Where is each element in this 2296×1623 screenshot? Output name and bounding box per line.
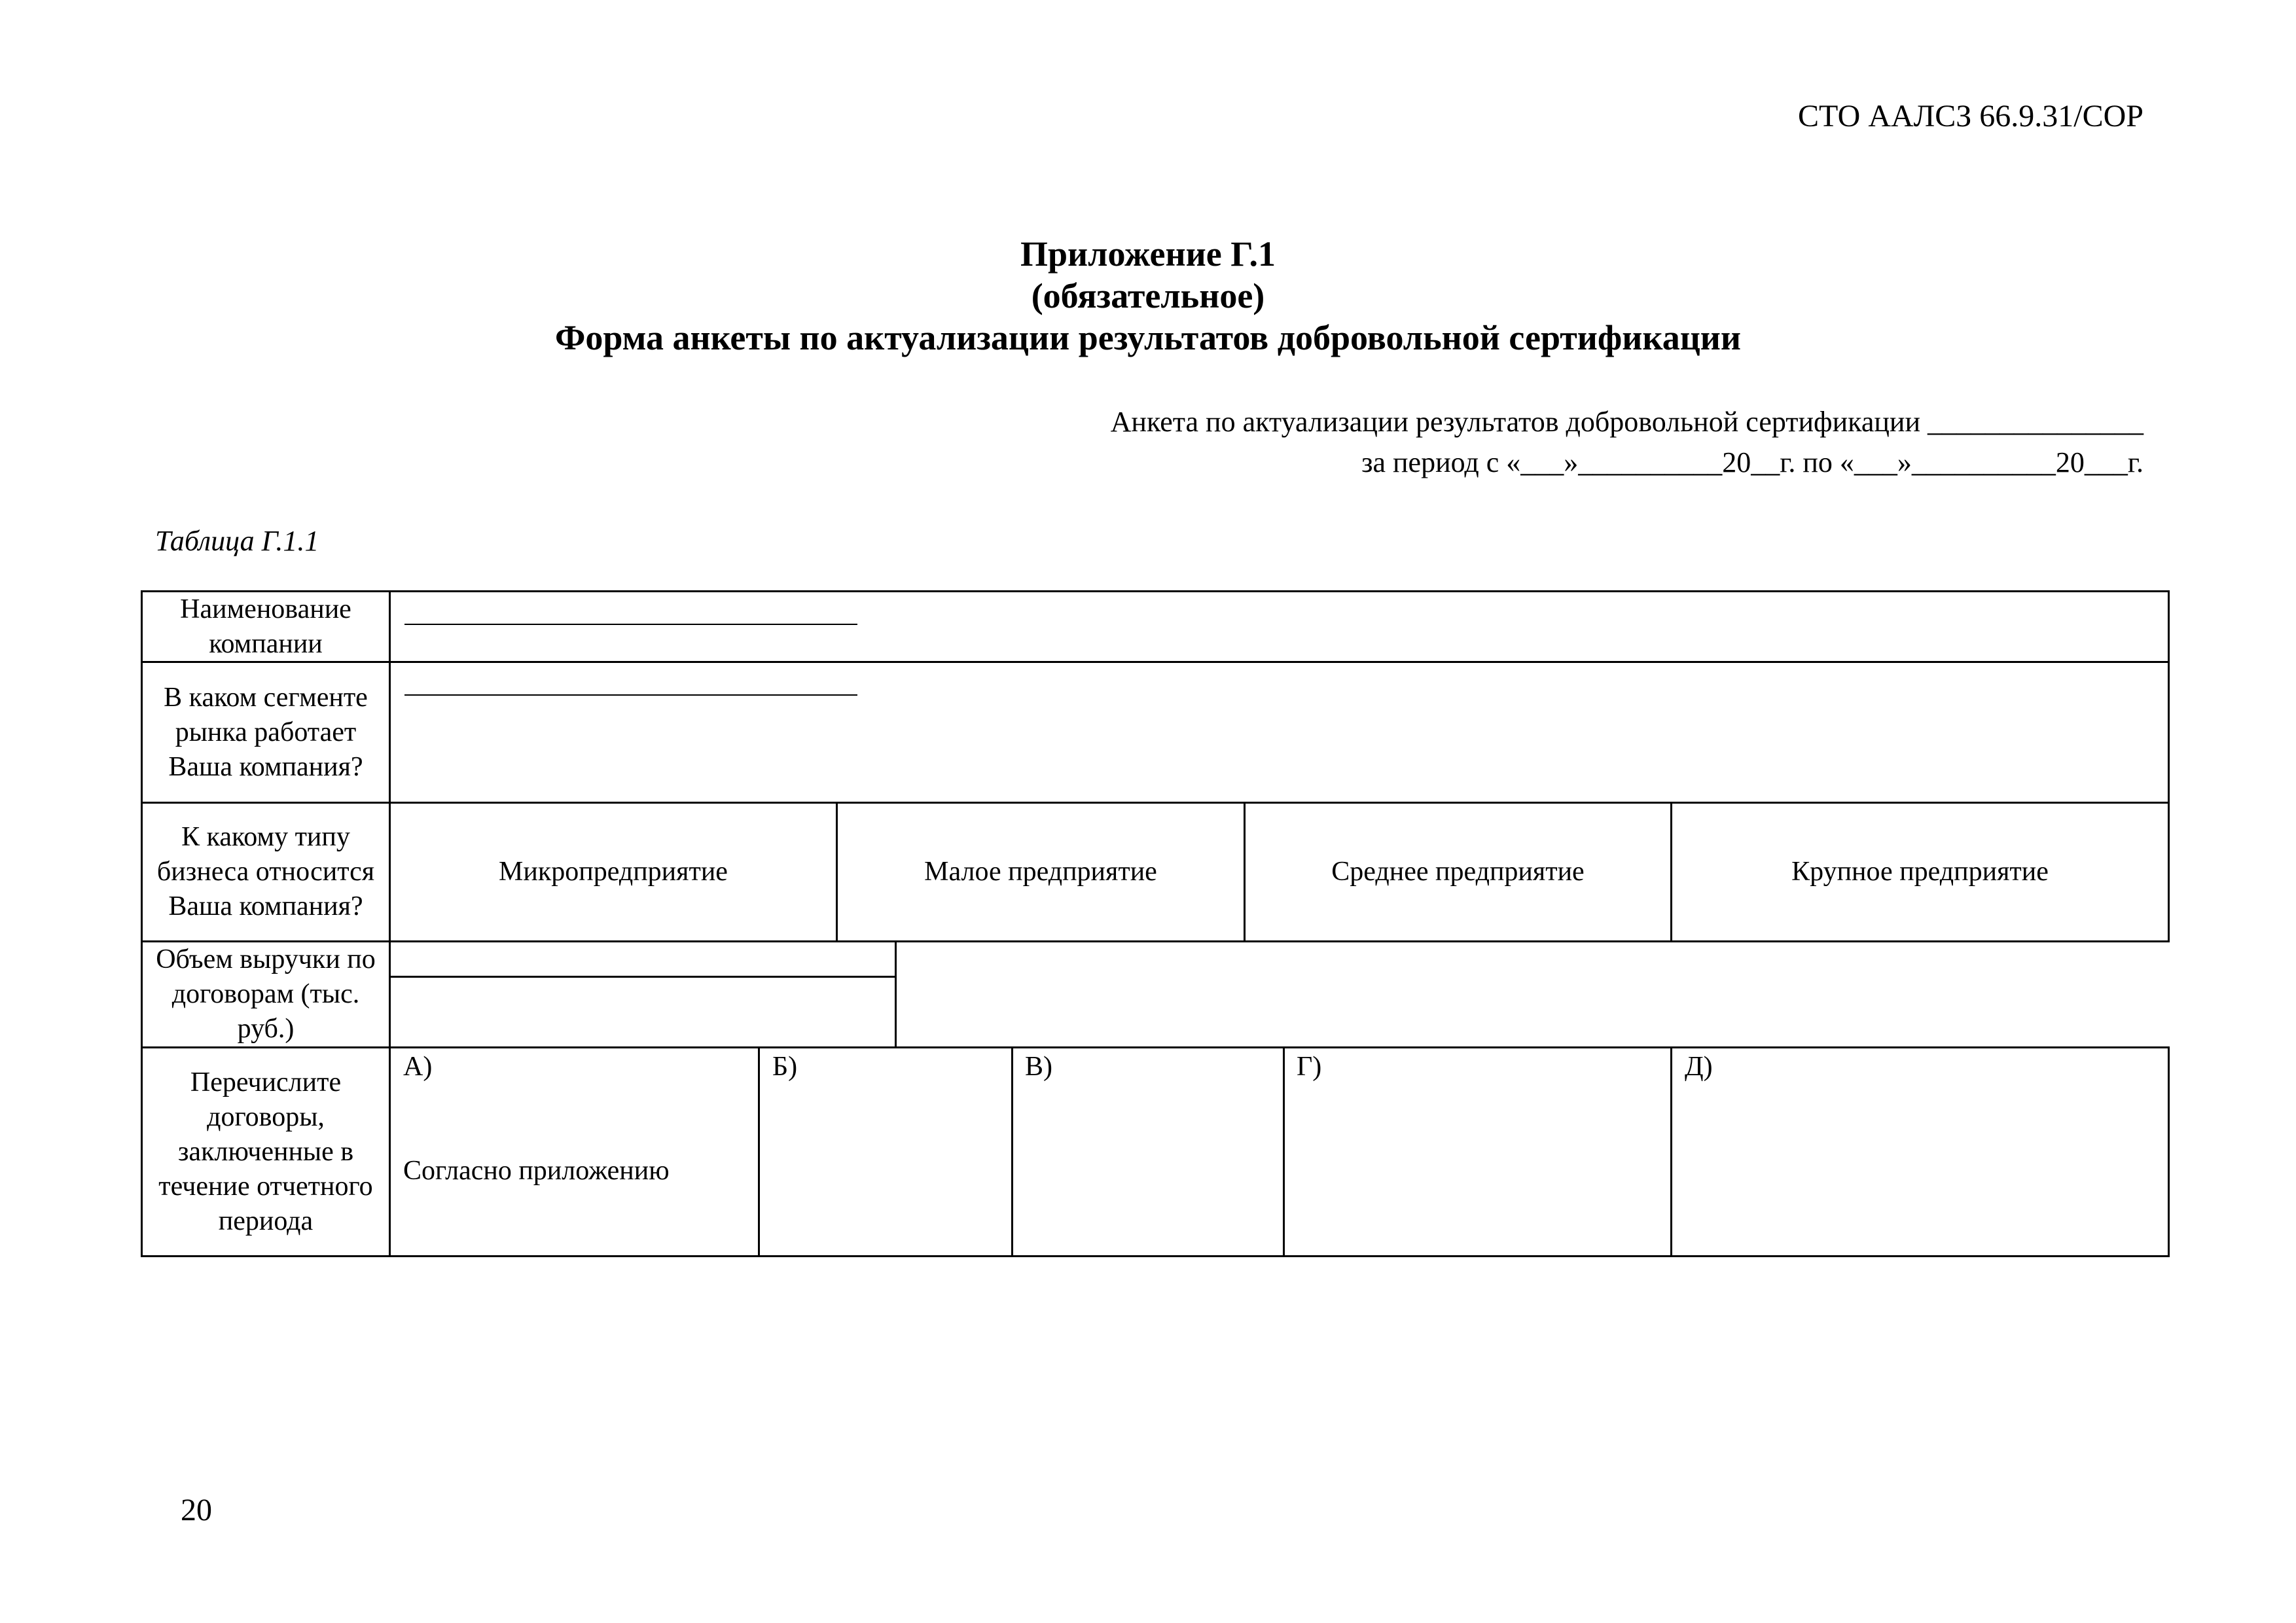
column-divider — [1670, 1046, 1672, 1257]
market-segment-label: В каком сегменте рынка работает Ваша компания? — [164, 682, 368, 782]
appendix-heading: Приложение Г.1 — [1020, 234, 1276, 274]
document-code: СТО ААЛСЗ 66.9.31/СОР — [1797, 99, 2144, 134]
table-border-top — [141, 590, 2170, 592]
form-name-line[interactable]: Анкета по актуализации результатов добровольной сертификации _______________ — [1110, 406, 2144, 438]
appendix-form-title: Форма анкеты по актуализации результатов добровольной сертификации — [554, 318, 1742, 357]
contracts-label: Перечислите договоры, заключенные в течение отчетного периода — [158, 1067, 373, 1236]
row-divider — [141, 661, 2170, 663]
appendix-status: (обязательное) — [1031, 276, 1265, 315]
table-border-right — [2168, 590, 2170, 942]
form-header — [1111, 402, 2144, 483]
table-caption: Таблица Г.1.1 — [155, 525, 319, 557]
business-type-option-medium[interactable]: Среднее предприятие — [1331, 857, 1585, 887]
revenue-field-1[interactable] — [391, 942, 895, 976]
revenue-field-2[interactable] — [391, 978, 895, 1046]
contract-column-v[interactable]: В) — [1025, 1052, 1052, 1082]
revenue-label: Объем выручки по договорам (тыс. руб.) — [156, 944, 376, 1044]
column-divider — [1283, 1046, 1285, 1257]
business-type-option-small[interactable]: Малое предприятие — [924, 857, 1157, 887]
business-type-option-micro[interactable]: Микропредприятие — [499, 857, 728, 887]
column-divider — [758, 1046, 760, 1257]
table-border-left — [141, 590, 143, 1257]
contract-column-b[interactable]: Б) — [772, 1052, 798, 1082]
market-segment-field[interactable] — [404, 694, 857, 696]
business-type-option-large[interactable]: Крупное предприятие — [1791, 857, 2049, 887]
contract-column-a[interactable]: А) — [403, 1052, 433, 1082]
company-name-field[interactable] — [404, 624, 857, 625]
row-divider — [141, 1046, 2170, 1048]
column-divider — [1011, 1046, 1013, 1257]
company-name-label: Наименование компании — [180, 594, 351, 659]
business-type-label: К какому типу бизнеса относится Ваша компания? — [156, 822, 375, 921]
form-period-line[interactable]: за период с «___»__________20__г. по «___»__________20___г. — [1361, 446, 2144, 478]
contract-a-note: Согласно приложению — [403, 1156, 670, 1186]
page-number: 20 — [181, 1493, 212, 1527]
contract-column-g[interactable]: Г) — [1297, 1052, 1322, 1082]
table-border-bottom — [141, 1255, 2170, 1257]
revenue-box-right — [895, 940, 897, 1048]
table-border-right — [2168, 1046, 2170, 1257]
contract-column-d[interactable]: Д) — [1685, 1052, 1713, 1082]
appendix-title — [0, 233, 2296, 359]
